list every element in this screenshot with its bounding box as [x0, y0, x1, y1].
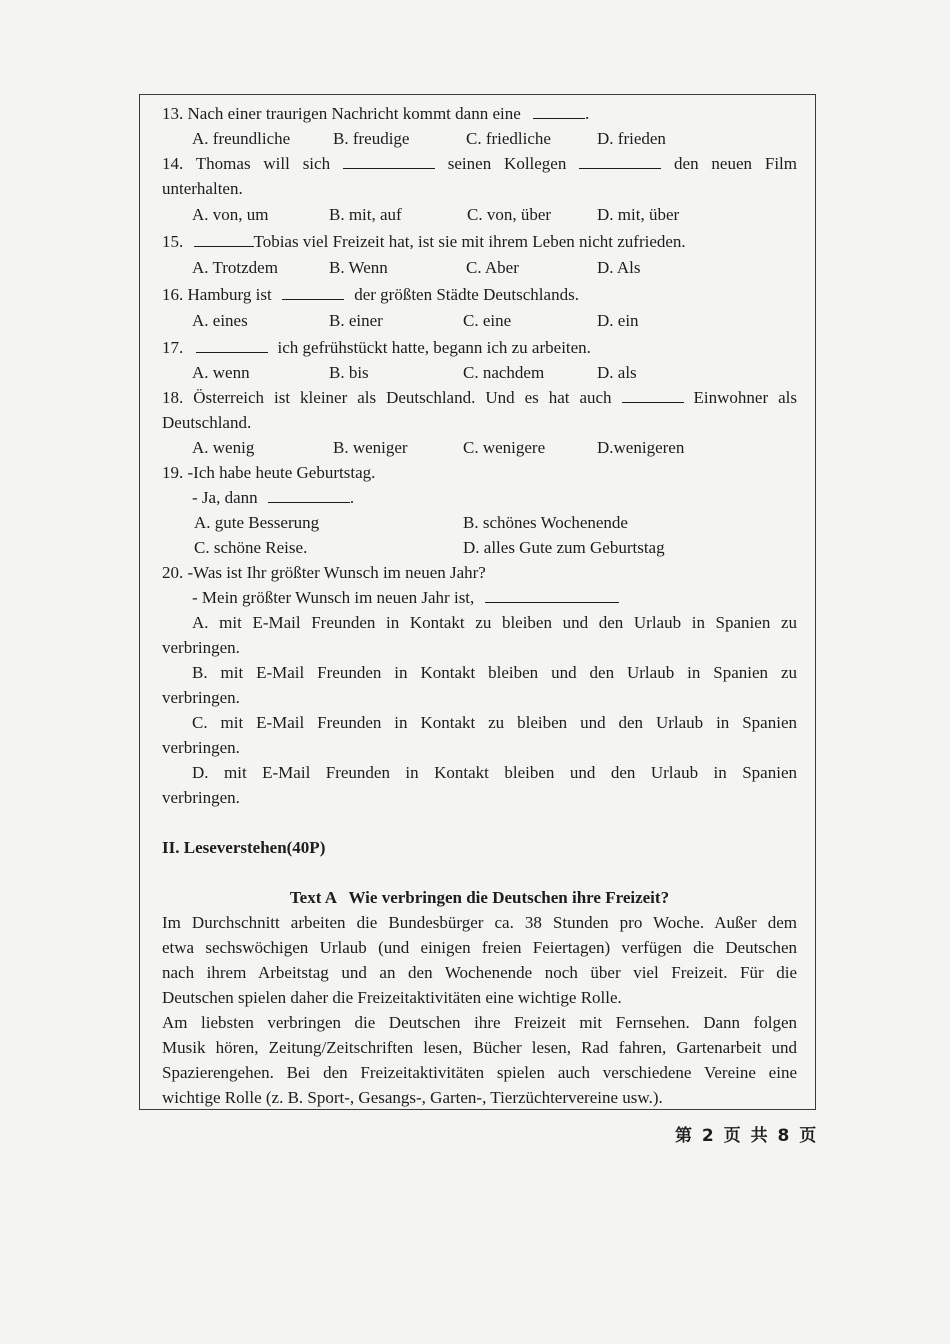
question-18-stem-end: Einwohner als: [693, 388, 797, 407]
question-17: [162, 337, 797, 359]
question-19-end: .: [349, 488, 355, 507]
option-15-c: C. Aber: [466, 258, 519, 277]
answer-blank: [343, 153, 435, 169]
option-18-a: A. wenig: [192, 438, 255, 457]
question-13: [162, 103, 797, 125]
text-a-p1-line2: etwa sechswöchigen Urlaub (und einigen freien Feiertagen) verfügen die Deutschen: [162, 938, 797, 957]
option-18-d: D.wenigeren: [597, 438, 685, 457]
option-19-d: D. alles Gute zum Geburtstag: [463, 538, 665, 557]
question-14: [162, 153, 797, 175]
answer-blank: [533, 103, 585, 119]
text-a-p1-line3: nach ihrem Arbeitstag und an den Wochenende noch über viel Freizeit. Für die: [162, 963, 797, 982]
question-18-stem: 18. Österreich ist kleiner als Deutschland. Und es hat auch: [162, 388, 612, 407]
answer-blank: [579, 153, 661, 169]
option-15-d: D. Als: [597, 258, 641, 277]
option-20-a-continued: verbringen.: [162, 638, 240, 657]
option-13-c: C. friedliche: [466, 129, 551, 148]
question-16-stem: 16. Hamburg ist: [162, 285, 272, 304]
option-15-a: A. Trotzdem: [192, 258, 278, 277]
question-14-part1: 14. Thomas will sich: [162, 154, 331, 173]
option-15-b: B. Wenn: [329, 258, 388, 277]
answer-blank: [268, 487, 350, 503]
option-18-b: B. weniger: [333, 438, 408, 457]
text-a-p2-line3: Spazierengehen. Bei den Freizeitaktivitäten spielen auch verschiedene Vereine eine: [162, 1063, 797, 1082]
answer-blank: [196, 337, 268, 353]
question-13-stem: 13. Nach einer traurigen Nachricht kommt dann eine: [162, 104, 521, 123]
option-17-b: B. bis: [329, 363, 369, 382]
option-20-a: A. mit E-Mail Freunden in Kontakt zu bleiben und den Urlaub in Spanien zu: [192, 613, 797, 632]
option-20-b-continued: verbringen.: [162, 688, 240, 707]
section-heading: II. Leseverstehen(40P): [162, 838, 326, 857]
question-16-stem-end: der größten Städte Deutschlands.: [354, 285, 579, 304]
text-a-p1-line1: Im Durchschnitt arbeiten die Bundesbürger ca. 38 Stunden pro Woche. Außer dem: [162, 913, 797, 932]
question-20-reply-text: - Mein größter Wunsch im neuen Jahr ist,: [192, 588, 475, 607]
question-19-reply-text: - Ja, dann: [192, 488, 258, 507]
question-15: [162, 231, 797, 253]
question-13-end: .: [585, 104, 590, 123]
question-17-number: 17.: [162, 338, 184, 357]
question-17-stem: ich gefrühstückt hatte, begann ich zu arbeiten.: [277, 338, 591, 357]
option-17-c: C. nachdem: [463, 363, 545, 382]
option-17-d: D. als: [597, 363, 637, 382]
option-16-a: A. eines: [192, 311, 248, 330]
question-15-stem: Tobias viel Freizeit hat, ist sie mit ihrem Leben nicht zufrieden.: [253, 232, 686, 251]
option-14-d: D. mit, über: [597, 205, 680, 224]
question-20-reply: [192, 587, 797, 609]
text-a-p2-line2: Musik hören, Zeitung/Zeitschriften lesen, Bücher lesen, Rad fahren, Gartenarbeit und: [162, 1038, 797, 1057]
question-20: 20. -Was ist Ihr größter Wunsch im neuen Jahr?: [162, 563, 486, 582]
option-19-b: B. schönes Wochenende: [463, 513, 628, 532]
option-20-d-continued: verbringen.: [162, 788, 240, 807]
question-16: [162, 284, 797, 306]
question-19: 19. -Ich habe heute Geburtstag.: [162, 463, 376, 482]
option-16-d: D. ein: [597, 311, 639, 330]
question-14-continued: unterhalten.: [162, 179, 243, 198]
option-19-c: C. schöne Reise.: [194, 538, 308, 557]
text-a-p2-line1: Am liebsten verbringen die Deutschen ihre Freizeit mit Fernsehen. Dann folgen: [162, 1013, 797, 1032]
option-13-a: A. freundliche: [192, 129, 291, 148]
answer-blank: [622, 387, 684, 403]
question-18: [162, 387, 797, 409]
text-a-title: Text A Wie verbringen die Deutschen ihre Freizeit?: [289, 888, 670, 907]
option-20-c-continued: verbringen.: [162, 738, 240, 757]
question-19-reply: [192, 487, 797, 509]
question-15-number: 15.: [162, 232, 184, 251]
option-14-a: A. von, um: [192, 205, 269, 224]
option-13-d: D. frieden: [597, 129, 666, 148]
text-a-p2-line4: wichtige Rolle (z. B. Sport-, Gesangs-, Garten-, Tierzüchtervereine usw.).: [162, 1088, 663, 1107]
question-14-part2: seinen Kollegen: [447, 154, 567, 173]
option-20-c: C. mit E-Mail Freunden in Kontakt zu bleiben und den Urlaub in Spanien: [192, 713, 797, 732]
question-18-continued: Deutschland.: [162, 413, 252, 432]
option-14-c: C. von, über: [467, 205, 552, 224]
option-16-b: B. einer: [329, 311, 383, 330]
option-20-d: D. mit E-Mail Freunden in Kontakt bleiben und den Urlaub in Spanien: [192, 763, 797, 782]
answer-blank: [485, 587, 619, 603]
option-17-a: A. wenn: [192, 363, 250, 382]
option-20-b: B. mit E-Mail Freunden in Kontakt bleiben und den Urlaub in Spanien zu: [192, 663, 797, 682]
answer-blank: [194, 231, 254, 247]
option-13-b: B. freudige: [333, 129, 410, 148]
text-a-p1-line4: Deutschen spielen daher die Freizeitaktivitäten eine wichtige Rolle.: [162, 988, 622, 1007]
answer-blank: [282, 284, 344, 300]
option-14-b: B. mit, auf: [329, 205, 402, 224]
question-14-part3: den neuen Film: [674, 154, 797, 173]
page-number: 第 2 页 共 8 页: [675, 1126, 819, 1146]
option-18-c: C. wenigere: [463, 438, 546, 457]
option-19-a: A. gute Besserung: [194, 513, 320, 532]
option-16-c: C. eine: [463, 311, 512, 330]
